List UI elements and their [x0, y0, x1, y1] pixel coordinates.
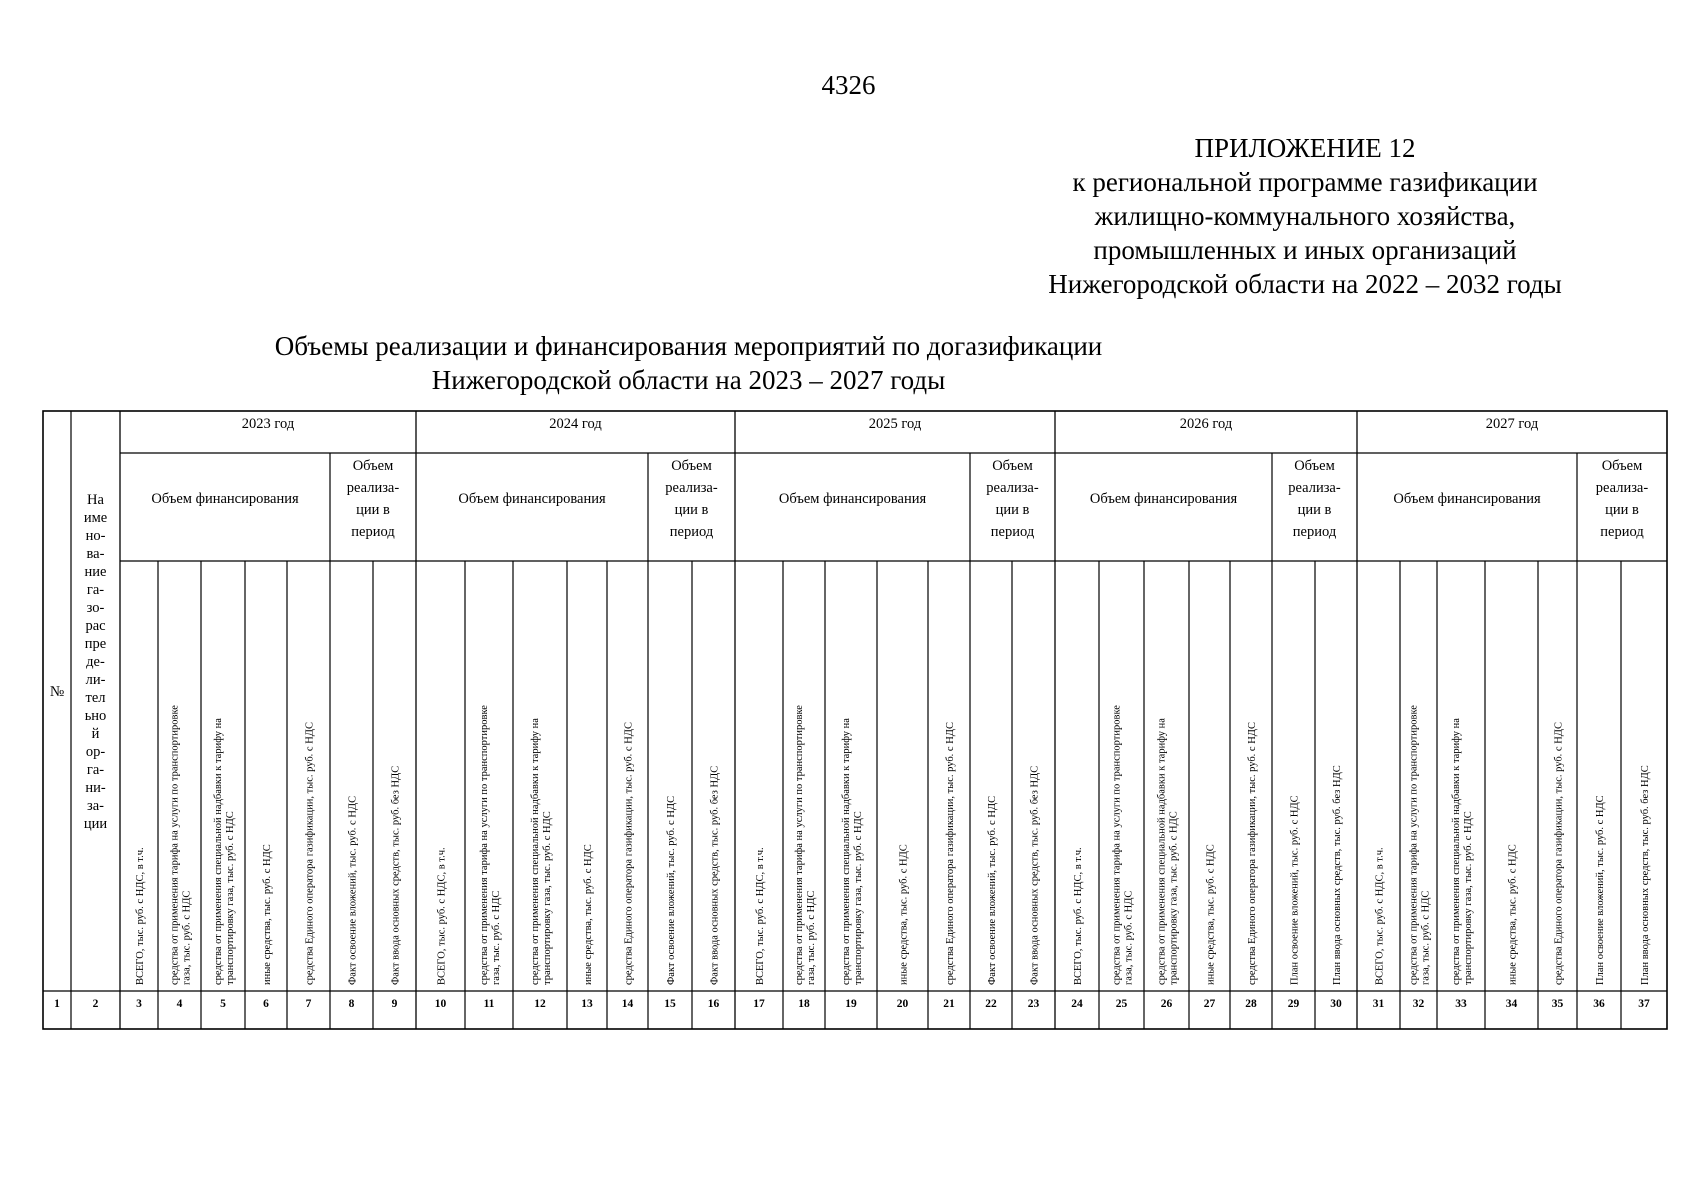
financing-column-label: транспортировку газа, тыс. руб. с НДС [1463, 811, 1474, 985]
column-header-name-line: ции [83, 816, 108, 832]
appendix-line: жилищно-коммунального хозяйства, [1094, 201, 1516, 231]
column-number: 34 [1505, 998, 1518, 1010]
financing-column-label: средства от применения тарифа на услуги по транспортировке [169, 705, 181, 985]
financing-column-label: газа, тыс. руб. с НДС [491, 890, 502, 985]
financing-column-label: иные средства, тыс. руб. с НДС [262, 844, 273, 985]
column-number: 7 [305, 998, 312, 1010]
column-number: 10 [434, 998, 447, 1010]
column-header-name-line: ние [84, 564, 107, 580]
financing-column-label: средства от применения специальной надбавки к тарифу на [530, 718, 541, 985]
financing-column-label: иные средства, тыс. руб. с НДС [898, 844, 910, 985]
financing-column-label: транспортировку газа, тыс. руб. с НДС [853, 811, 864, 985]
realization-column-label: План освоение вложений, тыс. руб. с НДС [1289, 795, 1301, 985]
financing-column-label: ВСЕГО, тыс. руб. с НДС, в т.ч. [1073, 847, 1084, 985]
column-header-name-line: тел [85, 690, 106, 706]
column-number: 4 [176, 998, 183, 1010]
column-number: 23 [1027, 998, 1040, 1010]
column-header-name-line: за- [87, 798, 104, 814]
column-number: 30 [1330, 998, 1342, 1010]
financing-column-label: средства от применения специальной надбавки к тарифу на [1451, 718, 1462, 985]
realization-header-line: период [669, 524, 714, 540]
column-header-name-line: но- [85, 528, 106, 544]
realization-column-label: Факт ввода основных средств, тыс. руб. без НДС [709, 765, 721, 985]
appendix-title: ПРИЛОЖЕНИЕ 12 [1194, 133, 1416, 163]
appendix-line: к региональной программе газификации [1072, 167, 1538, 197]
financing-column-label: ВСЕГО, тыс. руб. с НДС, в т.ч. [755, 847, 766, 985]
realization-column-label: План освоение вложений, тыс. руб. с НДС [1595, 795, 1606, 985]
column-number: 15 [664, 998, 676, 1010]
column-number: 32 [1412, 998, 1425, 1010]
realization-header-line: период [990, 524, 1035, 540]
column-number: 33 [1455, 998, 1467, 1010]
year-header: 2025 год [868, 416, 922, 432]
financing-column-label: иные средства, тыс. руб. с НДС [583, 844, 594, 985]
realization-header-line: ции в [1605, 502, 1639, 518]
realization-header-line: ции в [674, 502, 709, 518]
financing-column-label: ВСЕГО, тыс. руб. с НДС, в т.ч. [1374, 847, 1386, 985]
realization-header-line: реализа- [665, 480, 718, 496]
column-header-name-line: ор- [85, 744, 106, 760]
column-number: 2 [92, 998, 99, 1010]
financing-header: Объем финансирования [151, 491, 299, 507]
realization-header-line: реализа- [346, 480, 400, 496]
year-header: 2026 год [1179, 416, 1233, 432]
realization-header-line: Объем [992, 458, 1033, 474]
financing-column-label: средства от применения тарифа на услуги по транспортировке [479, 705, 490, 985]
realization-header-line: ции в [995, 502, 1030, 518]
realization-header-line: Объем [671, 458, 712, 474]
column-number: 35 [1551, 998, 1564, 1010]
column-header-name-line: рас [85, 618, 106, 634]
column-number: 8 [348, 998, 355, 1010]
realization-header-line: реализа- [986, 480, 1039, 496]
financing-column-label: транспортировку газа, тыс. руб. с НДС [225, 811, 236, 985]
year-header: 2023 год [241, 416, 295, 432]
realization-header-line: Объем [352, 458, 394, 474]
column-number: 17 [753, 998, 765, 1010]
column-number: 21 [943, 998, 955, 1010]
financing-column-label: средства от применения специальной надбавки к тарифу на [213, 718, 224, 985]
financing-column-label: средства Единого оператора газификации, тыс. руб. с НДС [945, 722, 956, 985]
year-header: 2027 год [1485, 416, 1539, 432]
column-header-name-line: га- [86, 762, 105, 778]
realization-header-line: Объем [1294, 458, 1335, 474]
realization-column-label: Факт освоение вложений, тыс. руб. с НДС [987, 795, 998, 985]
financing-column-label: транспортировку газа, тыс. руб. с НДС [1168, 811, 1180, 985]
year-header: 2024 год [549, 416, 602, 432]
column-number: 11 [483, 998, 495, 1010]
financing-column-label: иные средства, тыс. руб. с НДС [1205, 844, 1217, 985]
financing-column-label: средства от применения специальной надбавки к тарифу на [841, 718, 852, 985]
column-header-name-line: зо- [86, 600, 105, 616]
realization-header-line: ции в [356, 502, 390, 518]
financing-column-label: газа, тыс. руб. с НДС [1123, 890, 1135, 985]
column-header-name-line: га- [86, 582, 105, 598]
financing-column-label: ВСЕГО, тыс. руб. с НДС, в т.ч. [135, 847, 146, 985]
financing-column-label: транспортировку газа, тыс. руб. с НДС [542, 811, 553, 985]
column-number: 20 [896, 998, 909, 1010]
financing-header: Объем финансирования [778, 491, 927, 507]
realization-header-line: период [351, 524, 395, 540]
column-header-name-line: ва- [86, 546, 105, 562]
column-number: 29 [1287, 998, 1300, 1010]
financing-column-label: средства Единого оператора газификации, тыс. руб. с НДС [623, 722, 635, 985]
column-number: 36 [1593, 998, 1605, 1010]
financing-column-label: средства Единого оператора газификации, тыс. руб. с НДС [1553, 722, 1565, 985]
financing-column-label: газа, тыс. руб. с НДС [806, 890, 817, 985]
column-number: 28 [1245, 998, 1257, 1010]
column-header-name-line: На [87, 492, 104, 508]
column-header-name-line: пре [84, 636, 107, 652]
column-number: 18 [798, 998, 810, 1010]
column-number: 1 [54, 998, 60, 1010]
financing-column-label: средства Единого оператора газификации, тыс. руб. с НДС [1247, 722, 1258, 985]
column-number: 24 [1071, 998, 1083, 1010]
realization-column-label: Факт освоение вложений, тыс. руб. с НДС [347, 795, 359, 985]
financing-column-label: газа, тыс. руб. с НДС [1420, 890, 1432, 985]
column-number: 16 [707, 998, 720, 1010]
column-number: 13 [581, 998, 593, 1010]
financing-column-label: газа, тыс. руб. с НДС [181, 890, 193, 985]
column-number: 25 [1115, 998, 1128, 1010]
financing-column-label: средства от применения тарифа на услуги по транспортировке [1111, 705, 1123, 985]
financing-column-label: средства от применения тарифа на услуги по транспортировке [1408, 705, 1420, 985]
column-header-name-line: име [83, 510, 108, 526]
column-number: 5 [220, 998, 226, 1010]
column-number: 27 [1203, 998, 1216, 1010]
financing-column-label: ВСЕГО, тыс. руб. с НДС, в т.ч. [436, 847, 448, 985]
realization-header-line: период [1292, 524, 1337, 540]
table-title-line1: Объемы реализации и финансирования мероприятий по догазификации [274, 331, 1103, 361]
column-header-name-line: де- [86, 654, 105, 670]
column-number: 3 [136, 998, 142, 1010]
financing-column-label: средства от применения тарифа на услуги по транспортировке [794, 705, 805, 985]
realization-header-line: реализа- [1288, 480, 1341, 496]
column-number: 9 [391, 998, 398, 1010]
column-number: 26 [1160, 998, 1173, 1010]
table-title-line2: Нижегородской области на 2023 – 2027 годы [431, 365, 946, 395]
column-header-name-line: ни- [85, 780, 106, 796]
appendix-line: Нижегородской области на 2022 – 2032 годы [1048, 269, 1562, 299]
column-number: 31 [1372, 998, 1385, 1010]
column-number: 12 [534, 998, 546, 1010]
column-number: 37 [1638, 998, 1650, 1010]
financing-column-label: средства от применения специальной надбавки к тарифу на [1156, 718, 1168, 985]
column-header-name-line: й [91, 726, 100, 742]
column-header-name-line: ьно [84, 708, 107, 724]
realization-header-line: ции в [1297, 502, 1332, 518]
financing-header: Объем финансирования [1393, 491, 1541, 507]
column-number: 14 [621, 998, 634, 1010]
realization-column-label: План ввода основных средств, тыс. руб. без НДС [1332, 765, 1343, 985]
financing-column-label: средства Единого оператора газификации, тыс. руб. с НДС [304, 722, 316, 985]
realization-column-label: Факт ввода основных средств, тыс. руб. без НДС [1029, 765, 1041, 985]
appendix-line: промышленных и иных организаций [1093, 235, 1517, 265]
column-number: 6 [263, 998, 269, 1010]
column-header-name-line: ли- [85, 672, 106, 688]
column-number: 19 [845, 998, 857, 1010]
realization-header-line: Объем [1601, 458, 1643, 474]
financing-header: Объем финансирования [458, 491, 606, 507]
realization-column-label: Факт ввода основных средств, тыс. руб. без НДС [390, 765, 402, 985]
financing-header: Объем финансирования [1089, 491, 1238, 507]
realization-column-label: План ввода основных средств, тыс. руб. без НДС [1640, 765, 1651, 985]
financing-column-label: иные средства, тыс. руб. с НДС [1507, 844, 1519, 985]
page-number: 4326 [821, 70, 876, 100]
realization-column-label: Факт освоение вложений, тыс. руб. с НДС [666, 795, 677, 985]
realization-header-line: реализа- [1595, 480, 1649, 496]
column-header-number: № [49, 684, 65, 700]
column-number: 22 [985, 998, 997, 1010]
realization-header-line: период [1600, 524, 1644, 540]
